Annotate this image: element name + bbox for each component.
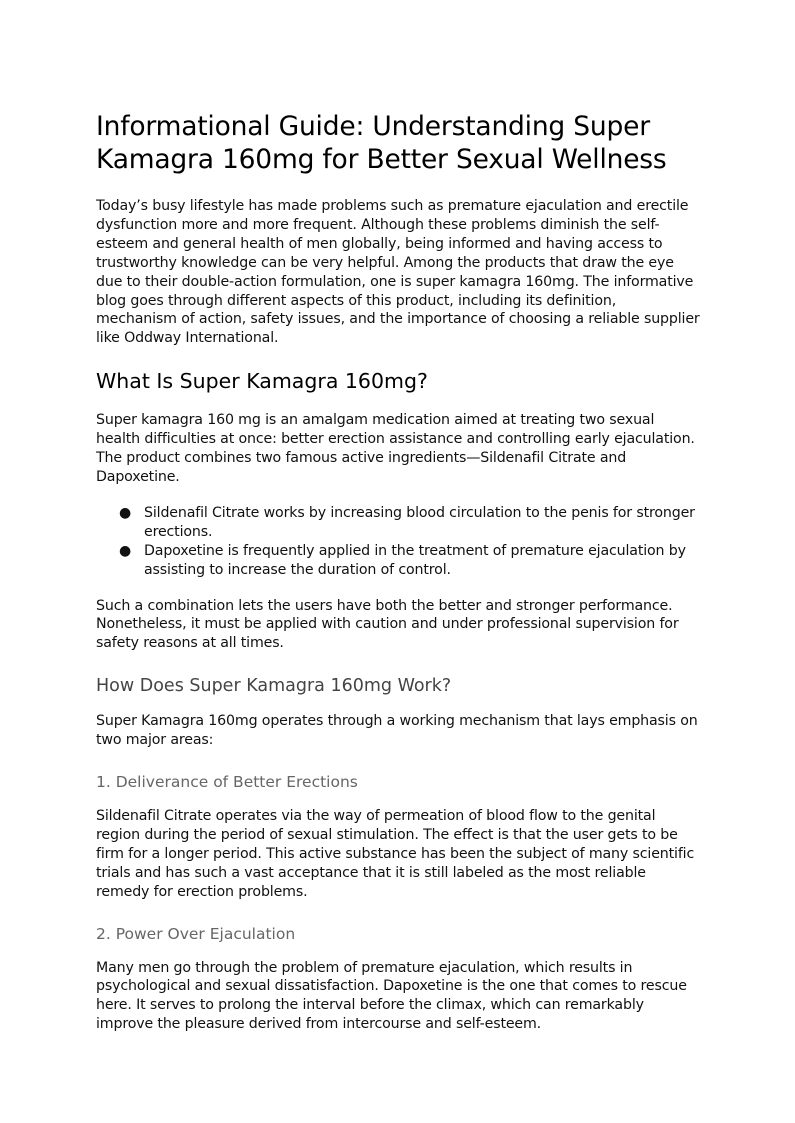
intro-paragraph: Today’s busy lifestyle has made problems such as premature ejaculation and erectile dysfunction more and more frequent. Although these problems diminish the self-esteem and general health of men globally, being informed and having access to trustworthy knowledge can be very helpful. Among the products that draw the eye due to their double-action formulation, one is super kamagra 160mg. The informative blog goes through different aspects of this product, including its definition, mechanism of action, safety issues, and the importance of choosing a reliable supplier like Oddway International. [96, 198, 700, 347]
section-heading-how-it-works: How Does Super Kamagra 160mg Work? [96, 676, 452, 697]
document-page [96, 110, 701, 1034]
ingredients-list [96, 504, 701, 580]
how-it-works-paragraph: Super Kamagra 160mg operates through a working mechanism that lays emphasis on two major areas: [96, 713, 698, 749]
list-item [96, 504, 701, 542]
list-item-text: Sildenafil Citrate works by increasing blood circulation to the penis for stronger erections. [144, 504, 695, 540]
bullet-icon: ● [119, 504, 132, 521]
list-item-text: Dapoxetine is frequently applied in the treatment of premature ejaculation by assisting to increase the duration of control. [144, 542, 686, 578]
subheading-ejaculation-control: 2. Power Over Ejaculation [96, 924, 296, 943]
bullet-icon: ● [119, 542, 132, 559]
what-is-paragraph: Super kamagra 160 mg is an amalgam medication aimed at treating two sexual health difficulties at once: better erection assistance and controlling early ejaculation. The product combines two famous active ingredients—Sildenafil Citrate and Dapoxetine. [96, 412, 695, 485]
better-erections-paragraph: Sildenafil Citrate operates via the way of permeation of blood flow to the genital region during the period of sexual stimulation. The effect is that the user gets to be firm for a longer period. This active substance has been the subject of many scientific trials and has such a vast acceptance that it is still labeled as the most reliable remedy for erection problems. [96, 808, 695, 900]
list-item [96, 542, 701, 580]
subheading-better-erections: 1. Deliverance of Better Erections [96, 773, 358, 792]
ejaculation-control-paragraph: Many men go through the problem of premature ejaculation, which results in psychological and sexual dissatisfaction. Dapoxetine is the one that comes to rescue here. It serves to prolong the interval before the climax, which can remarkably improve the pleasure derived from intercourse and self-esteem. [96, 959, 687, 1033]
document-title: Informational Guide: Understanding Super Kamagra 160mg for Better Sexual Wellness [96, 111, 667, 175]
section-heading-what-is: What Is Super Kamagra 160mg? [96, 369, 428, 394]
combination-paragraph: Such a combination lets the users have both the better and stronger performance. Nonetheless, it must be applied with caution and under professional supervision for safety reasons at all times. [96, 597, 679, 652]
